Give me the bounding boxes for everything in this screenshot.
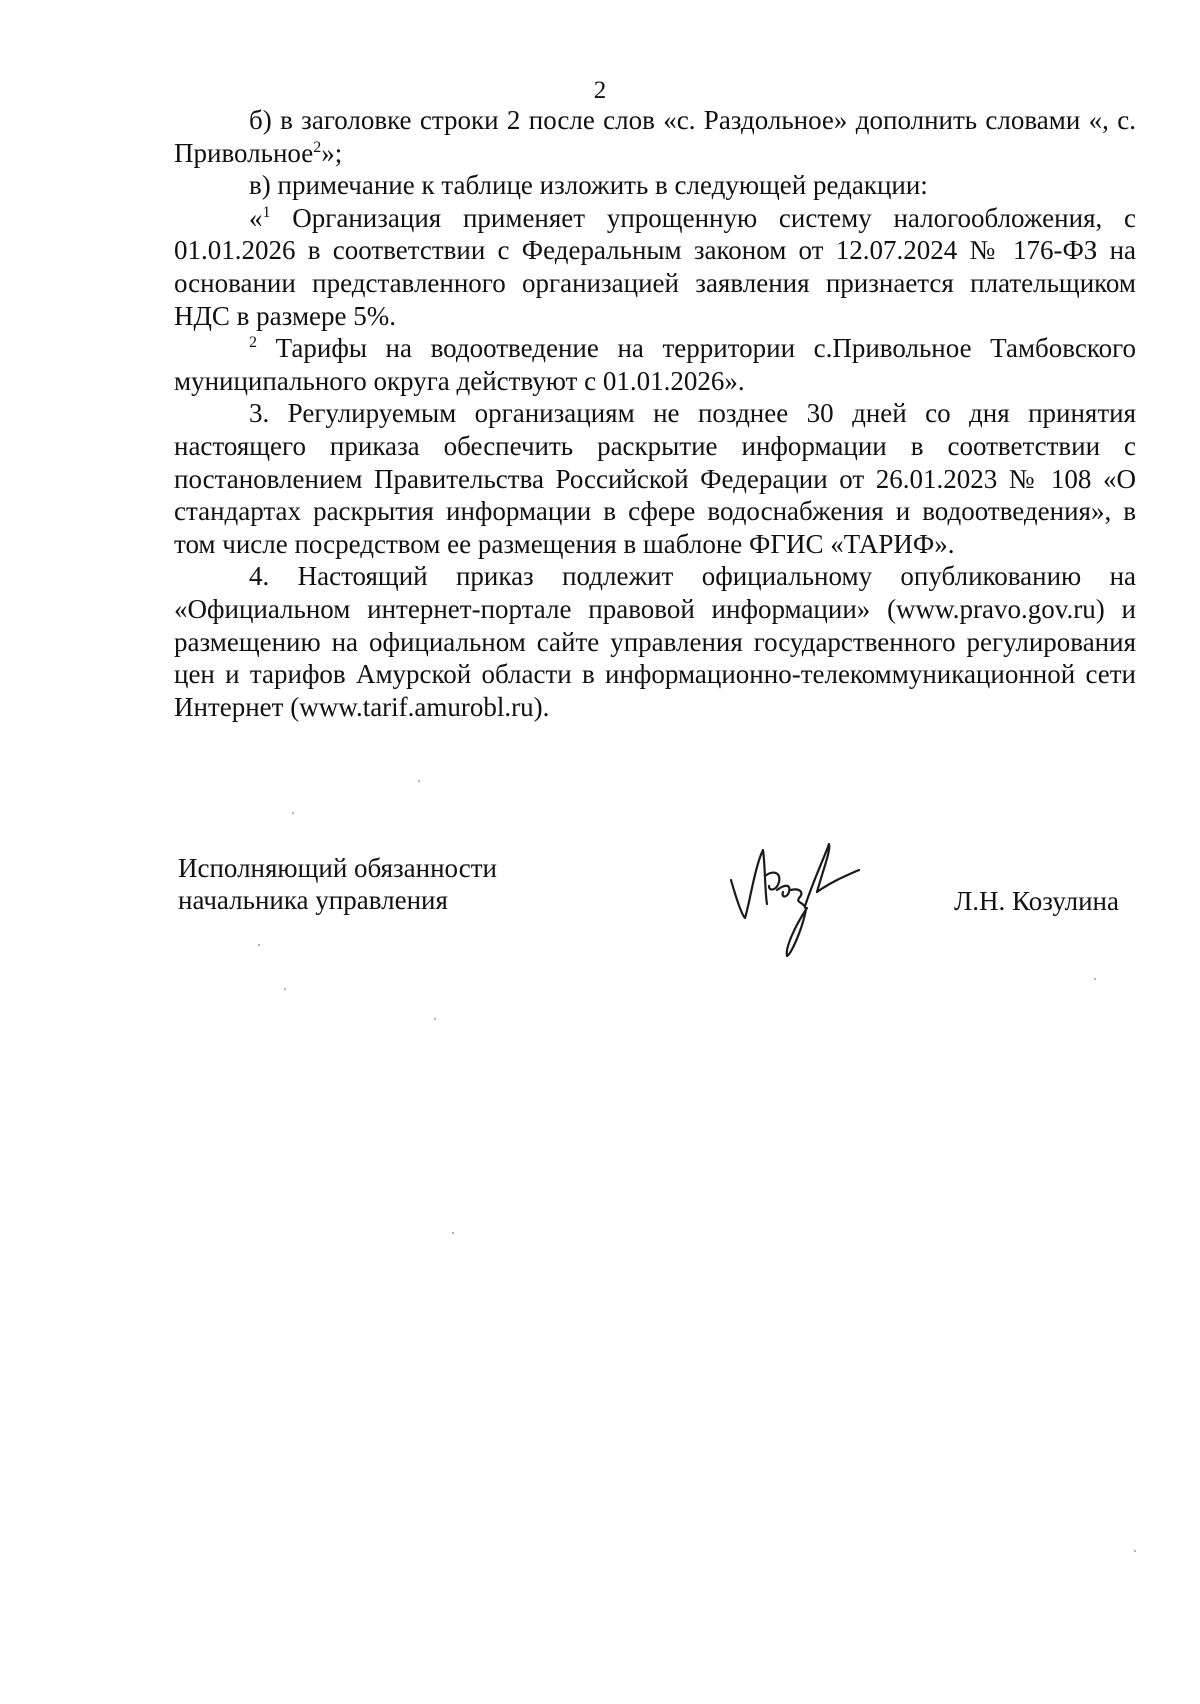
scan-speck	[452, 1232, 454, 1234]
paragraph-item-3: 3. Регулируемым организациям не позднее 30 дней со дня принятия настоящего приказа обеспечить раскрытие информации в соответствии с постановлением Правительства Российской Федерации от 26.01.2023 № 108 «О стандартах раскрытия информации в сфере водоснабжения и водоотведения», в том числе посредством ее размещения в шаблоне ФГИС «ТАРИФ».	[174, 398, 1136, 559]
scan-speck	[434, 1018, 436, 1020]
paragraph-text: «	[249, 202, 263, 233]
scan-speck	[258, 944, 260, 946]
paragraph-text: б) в заголовке строки 2 после слов «с. Раздольное» дополнить словами «, с. Привольное	[174, 105, 1136, 168]
signatory-title-line-1: Исполняющий обязанности	[178, 853, 497, 883]
paragraph-text: Организация применяет упрощенную систему налогообложения, с 01.01.2026 в соответствии с Федеральным законом от 12.07.2024 № 176-ФЗ на основании представленного организацией заявления признается плательщиком НДС в размере 5%.	[174, 202, 1136, 331]
paragraph-text: Тарифы на водоотведение на территории с.Привольное Тамбовского муниципального округа действуют с 01.01.2026».	[174, 333, 1136, 396]
paragraph-footnote-1	[174, 202, 1136, 332]
paragraph-amendment-b	[174, 104, 1136, 169]
paragraph-amendment-v: в) примечание к таблице изложить в следующей редакции:	[249, 170, 928, 201]
signatory-title	[178, 852, 497, 916]
scan-speck	[292, 812, 294, 814]
signatory-name: Л.Н. Козулина	[954, 886, 1119, 916]
signatory-title-line-2: начальника управления	[178, 885, 448, 915]
paragraph-text: »;	[321, 137, 343, 168]
scan-speck	[284, 988, 286, 990]
scan-speck	[1134, 1550, 1136, 1552]
paragraph-footnote-2	[174, 332, 1136, 397]
document-body	[174, 104, 1136, 723]
page-number: 2	[593, 77, 607, 104]
scan-speck	[418, 780, 420, 782]
handwritten-signature	[725, 836, 875, 966]
scan-speck	[1094, 978, 1096, 980]
footnote-mark: 1	[262, 203, 271, 221]
paragraph-item-4: 4. Настоящий приказ подлежит официальному опубликованию на «Официальном интернет-портале правовой информации» (www.pravo.gov.ru) и размещению на официальном сайте управления государственного регулирования цен и тарифов Амурской области в информационно-телекоммуникационной сети Интернет (www.tarif.amurobl.ru).	[174, 561, 1136, 722]
footnote-mark: 2	[313, 138, 322, 156]
footnote-mark: 2	[249, 334, 257, 352]
